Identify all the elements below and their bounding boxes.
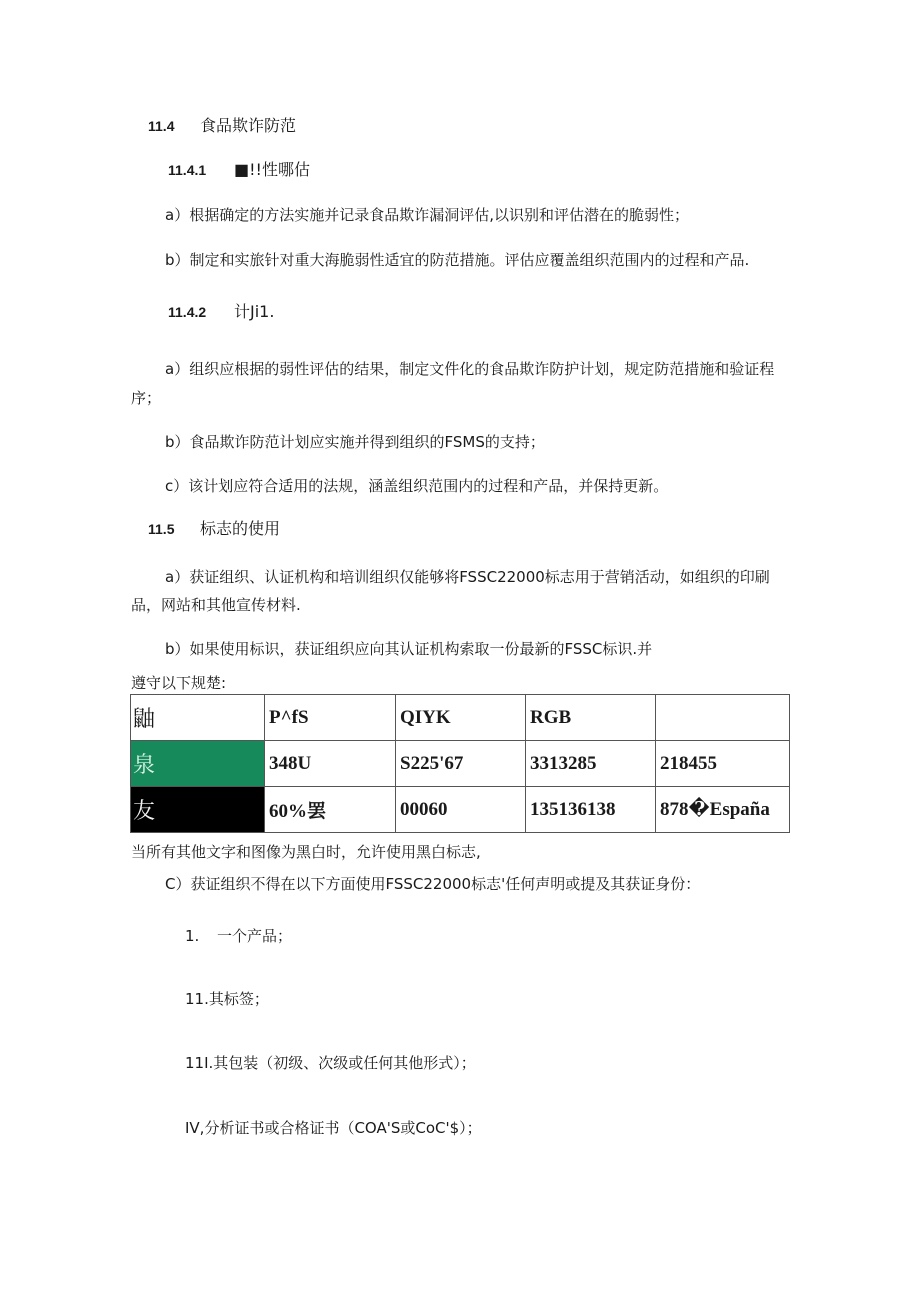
paragraph-11-4-1-a: a）根据确定的方法实施并记录食品欺诈漏洞评估,以识别和评估潜在的脆弱性； — [165, 206, 689, 224]
table-header-cell: RGB — [526, 695, 656, 741]
table-cell: 3313285 — [526, 741, 656, 787]
list-text: 其标签； — [208, 990, 269, 1008]
paragraph-11-4-2-a-line1: a）组织应根据的弱性评估的结果，制定文件化的食品欺诈防护计划，规定防范措施和验证程 — [165, 360, 775, 378]
paragraph-11-5-b-line2: 遵守以下规楚: — [131, 674, 227, 692]
paragraph-11-5-a-line1: a）获证组织、认证机构和培训组织仅能够将FSSC22000标志用于营销活动，如组织的印刷 — [165, 568, 770, 586]
table-cell: 135136138 — [526, 787, 656, 833]
bw-logo-note: 当所有其他文字和图像为黑白时，允许使用黑白标志, — [131, 843, 481, 861]
logo-color-table — [130, 694, 790, 833]
list-item — [185, 988, 269, 1010]
section-number: 11.4 — [148, 118, 175, 134]
table-row — [131, 741, 790, 787]
table-header-cell — [656, 695, 790, 741]
table-cell: 60%罢 — [265, 787, 396, 833]
paragraph-11-5-a-line2: 品，网站和其他宣传材料. — [131, 596, 301, 614]
section-11-5-heading — [148, 518, 280, 540]
paragraph-11-5-c: C）获证组织不得在以下方面使用FSSC22000标志'任何声明或提及其获证身份： — [165, 875, 701, 893]
list-marker: IV, — [185, 1119, 205, 1137]
list-text: 分析证书或合格证书（COA'S或CoC'$）； — [204, 1119, 482, 1137]
subsection-title: ■!!性哪估 — [234, 160, 310, 179]
table-header-cell: 鼬 — [131, 695, 265, 741]
paragraph-11-4-2-b: b）食品欺诈防范计划应实施并得到组织的FSMS的支持； — [165, 433, 545, 451]
table-cell: 218455 — [656, 741, 790, 787]
section-title: 食品欺诈防范 — [200, 116, 297, 135]
list-text: 一个产品； — [217, 927, 293, 945]
table-cell: 878�España — [656, 787, 790, 833]
list-item — [185, 1052, 476, 1074]
paragraph-11-5-b-line1: b）如果使用标识，获证组织应向其认证机构索取一份最新的FSSC标识.并 — [165, 640, 653, 658]
table-row — [131, 787, 790, 833]
subsection-11-4-1-heading — [168, 159, 310, 181]
black-swatch-cell: 友 — [131, 787, 265, 833]
subsection-11-4-2-heading — [168, 301, 274, 323]
list-marker: 1. — [185, 927, 200, 945]
paragraph-11-4-2-c: c）该计划应符合适用的法规，涵盖组织范围内的过程和产品，并保持更新。 — [165, 477, 669, 495]
list-marker: 11I. — [185, 1054, 214, 1072]
subsection-number: 11.4.1 — [168, 162, 207, 178]
green-swatch-cell: 泉 — [131, 741, 265, 787]
section-title: 标志的使用 — [200, 519, 281, 538]
section-number: 11.5 — [148, 521, 175, 537]
list-item — [185, 1117, 482, 1139]
paragraph-11-4-2-a-line2: 序； — [131, 389, 162, 407]
section-11-4-heading — [148, 115, 296, 137]
table-header-cell: QIYK — [396, 695, 526, 741]
list-item — [185, 925, 292, 947]
table-header-row — [131, 695, 790, 741]
table-cell: 348U — [265, 741, 396, 787]
list-marker: 11. — [185, 990, 209, 1008]
table-cell: 00060 — [396, 787, 526, 833]
table-header-cell: P^fS — [265, 695, 396, 741]
table-cell: S225'67 — [396, 741, 526, 787]
subsection-number: 11.4.2 — [168, 304, 207, 320]
paragraph-11-4-1-b: b）制定和实旅针对重大海脆弱性适宜的防范措施。评估应覆盖组织范围内的过程和产品. — [165, 251, 750, 269]
subsection-title: 计Ji1. — [234, 302, 275, 321]
list-text: 其包装（初级、次级或任何其他形式）； — [213, 1054, 476, 1072]
